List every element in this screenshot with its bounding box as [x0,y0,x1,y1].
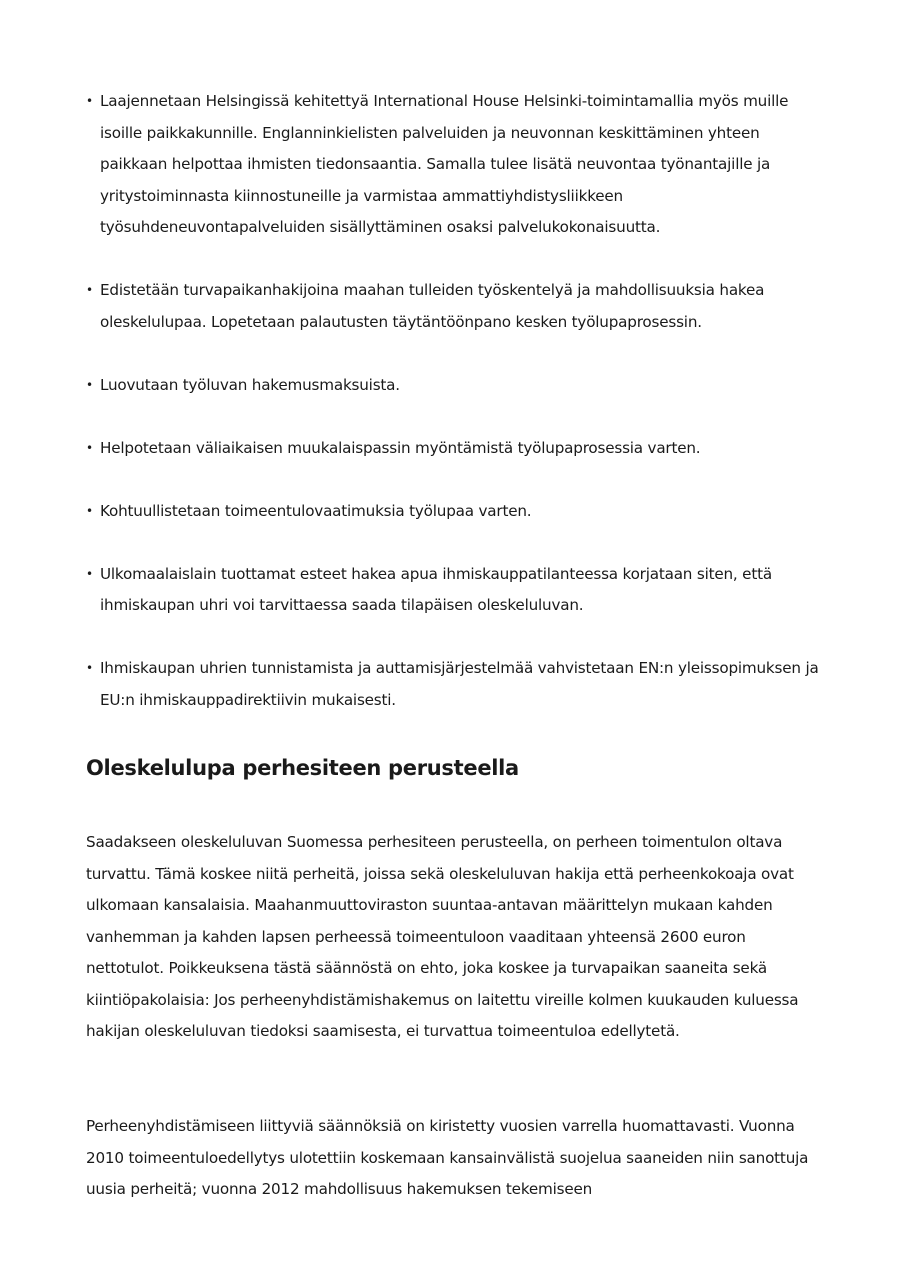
list-item: • Ihmiskaupan uhrien tunnistamista ja auttamisjärjestelmää vahvistetaan EN:n yleissopimuksen ja EU:n ihmiskauppadirektiivin mukaisesti. [86,653,826,716]
list-item: • Luovutaan työluvan hakemusmaksuista. [86,370,826,402]
list-item: • Laajennetaan Helsingissä kehitettyä International House Helsinki-toimintamallia myös muille isoille paikkakunnille. Englanninkielisten palveluiden ja neuvonnan keskittäminen yhteen paikkaan helpottaa ihmisten tiedonsaantia. Samalla tulee lisätä neuvontaa työnantajille ja yritystoiminnasta kiinnostuneille ja varmistaa ammattiyhdistysliikkeen työsuhdeneuvontapalveluiden sisällyttäminen osaksi palvelukokonaisuutta. [86,86,826,244]
list-item: • Edistetään turvapaikanhakijoina maahan tulleiden työskentelyä ja mahdollisuuksia hakea oleskelulupaa. Lopetetaan palautusten täytäntöönpano kesken työlupaprosessin. [86,275,826,338]
section-heading: Oleskelulupa perhesiteen perusteella [86,756,519,780]
body-paragraph: Perheenyhdistämiseen liittyviä säännöksiä on kiristetty vuosien varrella huomattavasti. Vuonna 2010 toimeentuloedellytys ulotettiin koskemaan kansainvälistä suojelua saaneiden niin sanottuja uusia perheitä; vuonna 2012 mahdollisuus hakemuksen tekemiseen [86,1117,809,1198]
list-item: • Ulkomaalaislain tuottamat esteet hakea apua ihmiskauppatilanteessa korjataan siten, että ihmiskaupan uhri voi tarvittaessa saada tilapäisen oleskeluluvan. [86,559,826,622]
body-paragraph: Saadakseen oleskeluluvan Suomessa perhesiteen perusteella, on perheen toimentulon oltava turvattu. Tämä koskee niitä perheitä, joissa sekä oleskeluluvan hakija että perheenkokoaja ovat ulkomaan kansalaisia. Maahanmuuttoviraston suuntaa-antavan määrittelyn mukaan kahden vanhemman ja kahden lapsen perheessä toimeentuloon vaaditaan yhteensä 2600 euron nettotulot. Poikkeuksena tästä säännöstä on ehto, joka koskee ja turvapaikan saaneita sekä kiintiöpakolaisia: Jos perheenyhdistämishakemus on laitettu vireille kolmen kuukauden kuluessa hakijan oleskeluluvan tiedoksi saamisesta, ei turvattua toimeentuloa edellytetä. [86,833,799,1040]
bullet-list [86,86,826,748]
list-item: • Kohtuullistetaan toimeentulovaatimuksia työlupaa varten. [86,496,826,528]
list-item: • Helpotetaan väliaikaisen muukalaispassin myöntämistä työlupaprosessia varten. [86,433,826,465]
